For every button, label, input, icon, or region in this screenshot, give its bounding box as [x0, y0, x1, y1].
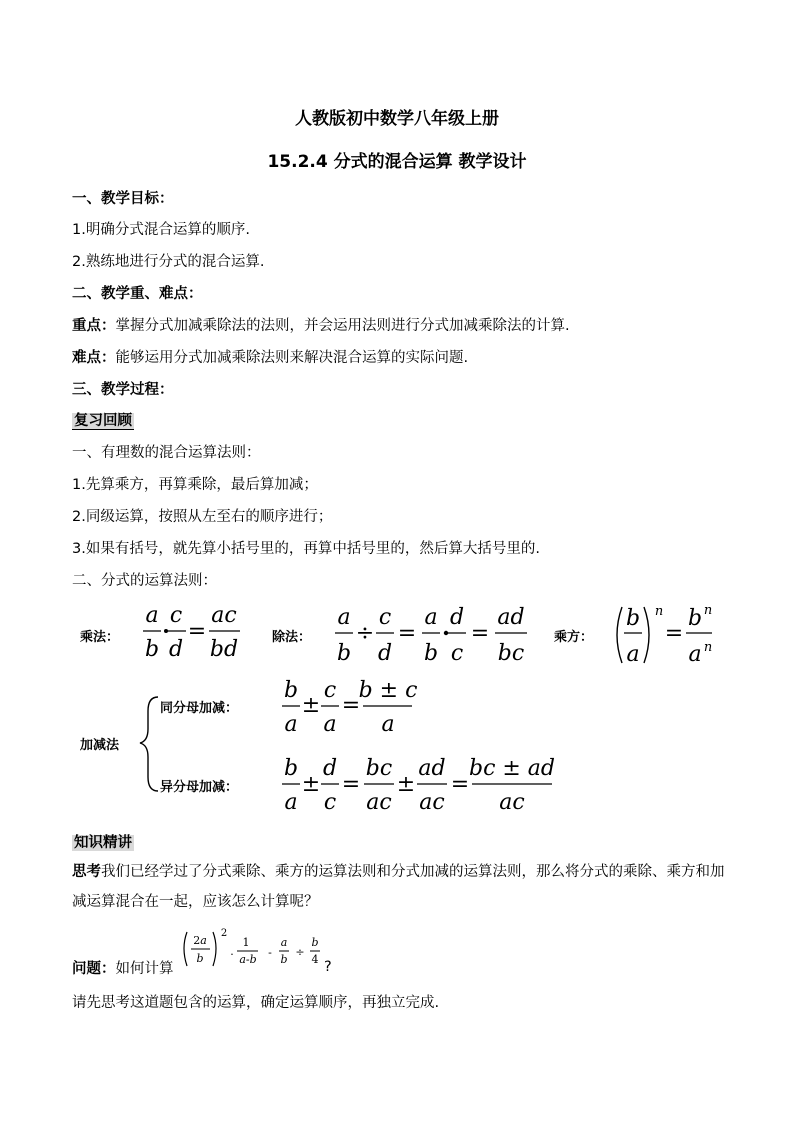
difficult-point — [72, 346, 468, 367]
svg-text:b ± c: b ± c — [358, 678, 418, 703]
svg-text:±: ± — [396, 772, 416, 797]
svg-text:b: b — [280, 953, 288, 966]
section-heading-key-points: 二、教学重、难点： — [72, 286, 203, 302]
svg-text:=: = — [397, 621, 417, 646]
svg-text:ad: ad — [497, 605, 525, 630]
svg-text:d: d — [449, 605, 465, 630]
knowledge-label: 知识精讲 — [74, 835, 132, 851]
svg-text:a: a — [381, 712, 395, 737]
question-line — [72, 957, 174, 978]
difficult-point-text: 能够运用分式加减乘除法则来解决混合运算的实际问题. — [115, 350, 469, 366]
svg-text:d: d — [168, 637, 184, 662]
svg-text:a-b: a-b — [239, 953, 257, 966]
svg-text:=: = — [470, 621, 490, 646]
svg-text:d: d — [322, 756, 338, 781]
division-label: 除法： — [272, 630, 312, 645]
key-point-label: 重点： — [72, 318, 116, 334]
svg-text:÷: ÷ — [355, 621, 375, 646]
question-expression — [182, 928, 342, 978]
svg-text:b: b — [311, 936, 319, 949]
svg-text:=: = — [341, 772, 361, 797]
svg-text:bd: bd — [209, 637, 239, 662]
svg-text:c: c — [323, 678, 337, 703]
svg-text:a: a — [145, 603, 159, 628]
svg-text:±: ± — [301, 772, 321, 797]
svg-text:b: b — [687, 606, 703, 631]
difficult-point-label: 难点： — [72, 350, 116, 366]
svg-text:ad: ad — [418, 756, 446, 781]
svg-text:2: 2 — [220, 928, 228, 939]
think-text: 我们已经学过了分式乘除、乘方的运算法则和分式加减的运算法则，那么将分式的乘除、乘方和加减运算混合在一起，应该怎么计算呢？ — [72, 864, 725, 910]
section-heading-process: 三、教学过程： — [72, 382, 174, 398]
svg-text:c: c — [169, 603, 183, 628]
review-rule-2: 2.同级运算，按照从左至右的顺序进行； — [72, 509, 333, 525]
svg-text:a: a — [337, 605, 351, 630]
think-paragraph — [72, 857, 732, 917]
svg-text:bc ± ad: bc ± ad — [468, 756, 556, 781]
svg-text:bc: bc — [365, 756, 393, 781]
svg-text:c: c — [323, 790, 337, 815]
svg-text:a: a — [323, 712, 337, 737]
svg-text:a: a — [284, 790, 298, 815]
question-text: 如何计算 — [115, 961, 174, 977]
multiplication-label: 乘法： — [80, 630, 120, 645]
svg-text:ac: ac — [499, 790, 525, 815]
svg-text:=: = — [341, 693, 361, 718]
add-subtract-label: 加减法 — [80, 738, 120, 753]
svg-text:1: 1 — [242, 936, 250, 949]
svg-text:±: ± — [301, 693, 321, 718]
svg-text:a: a — [626, 642, 640, 667]
svg-text:·: · — [230, 948, 234, 961]
review-heading — [72, 409, 134, 430]
review-label: 复习回顾 — [74, 413, 132, 429]
svg-text:2a: 2a — [193, 934, 207, 947]
svg-text:b: b — [625, 606, 641, 631]
svg-text:4: 4 — [311, 953, 319, 966]
svg-text:ac: ac — [366, 790, 392, 815]
document-subtitle: 15.2.4 分式的混合运算 教学设计 — [267, 152, 527, 172]
svg-text:n: n — [703, 640, 713, 655]
svg-text:b: b — [423, 641, 439, 666]
svg-text:=: = — [187, 619, 207, 644]
knowledge-heading — [72, 831, 134, 852]
svg-text:c: c — [378, 605, 392, 630]
svg-text:bc: bc — [497, 641, 525, 666]
svg-text:b: b — [283, 756, 299, 781]
svg-text:d: d — [377, 641, 393, 666]
question-label: 问题： — [72, 961, 116, 977]
svg-text:ac: ac — [211, 603, 237, 628]
goal-item-2: 2.熟练地进行分式的混合运算. — [72, 254, 265, 270]
svg-text:a: a — [424, 605, 438, 630]
svg-text:b: b — [196, 952, 204, 965]
svg-text:b: b — [144, 637, 160, 662]
svg-text:=: = — [450, 772, 470, 797]
svg-text:n: n — [654, 604, 664, 619]
fraction-rules-heading: 二、分式的运算法则： — [72, 573, 217, 589]
review-rule-heading: 一、有理数的混合运算法则： — [72, 445, 261, 461]
final-instruction: 请先思考这道题包含的运算，确定运算顺序，再独立完成. — [72, 995, 440, 1011]
question-end: ? — [324, 959, 332, 975]
svg-text:a: a — [688, 642, 702, 667]
svg-text:-: - — [268, 946, 272, 959]
svg-text:=: = — [664, 621, 684, 646]
svg-text:a: a — [280, 936, 288, 949]
think-label: 思考 — [72, 864, 101, 880]
review-rule-1: 1.先算乘方，再算乘除，最后算加减； — [72, 477, 318, 493]
svg-text:a: a — [284, 712, 298, 737]
goal-item-1: 1.明确分式混合运算的顺序. — [72, 222, 250, 238]
svg-text:b: b — [336, 641, 352, 666]
key-point — [72, 314, 570, 335]
key-point-text: 掌握分式加减乘除法的法则，并会运用法则进行分式加减乘除法的计算. — [115, 318, 570, 334]
svg-text:c: c — [450, 641, 464, 666]
same-denominator-label: 同分母加减： — [160, 701, 239, 716]
section-heading-goals: 一、教学目标： — [72, 191, 174, 207]
svg-text:÷: ÷ — [295, 946, 305, 959]
fraction-rules-formulas — [0, 595, 794, 825]
svg-text:b: b — [283, 678, 299, 703]
svg-text:ac: ac — [419, 790, 445, 815]
power-label: 乘方： — [554, 630, 594, 645]
different-denominator-label: 异分母加减： — [160, 780, 239, 795]
document-title: 人教版初中数学八年级上册 — [295, 109, 499, 129]
review-rule-3: 3.如果有括号，就先算小括号里的，再算中括号里的，然后算大括号里的. — [72, 541, 540, 557]
svg-text:n: n — [703, 603, 713, 618]
